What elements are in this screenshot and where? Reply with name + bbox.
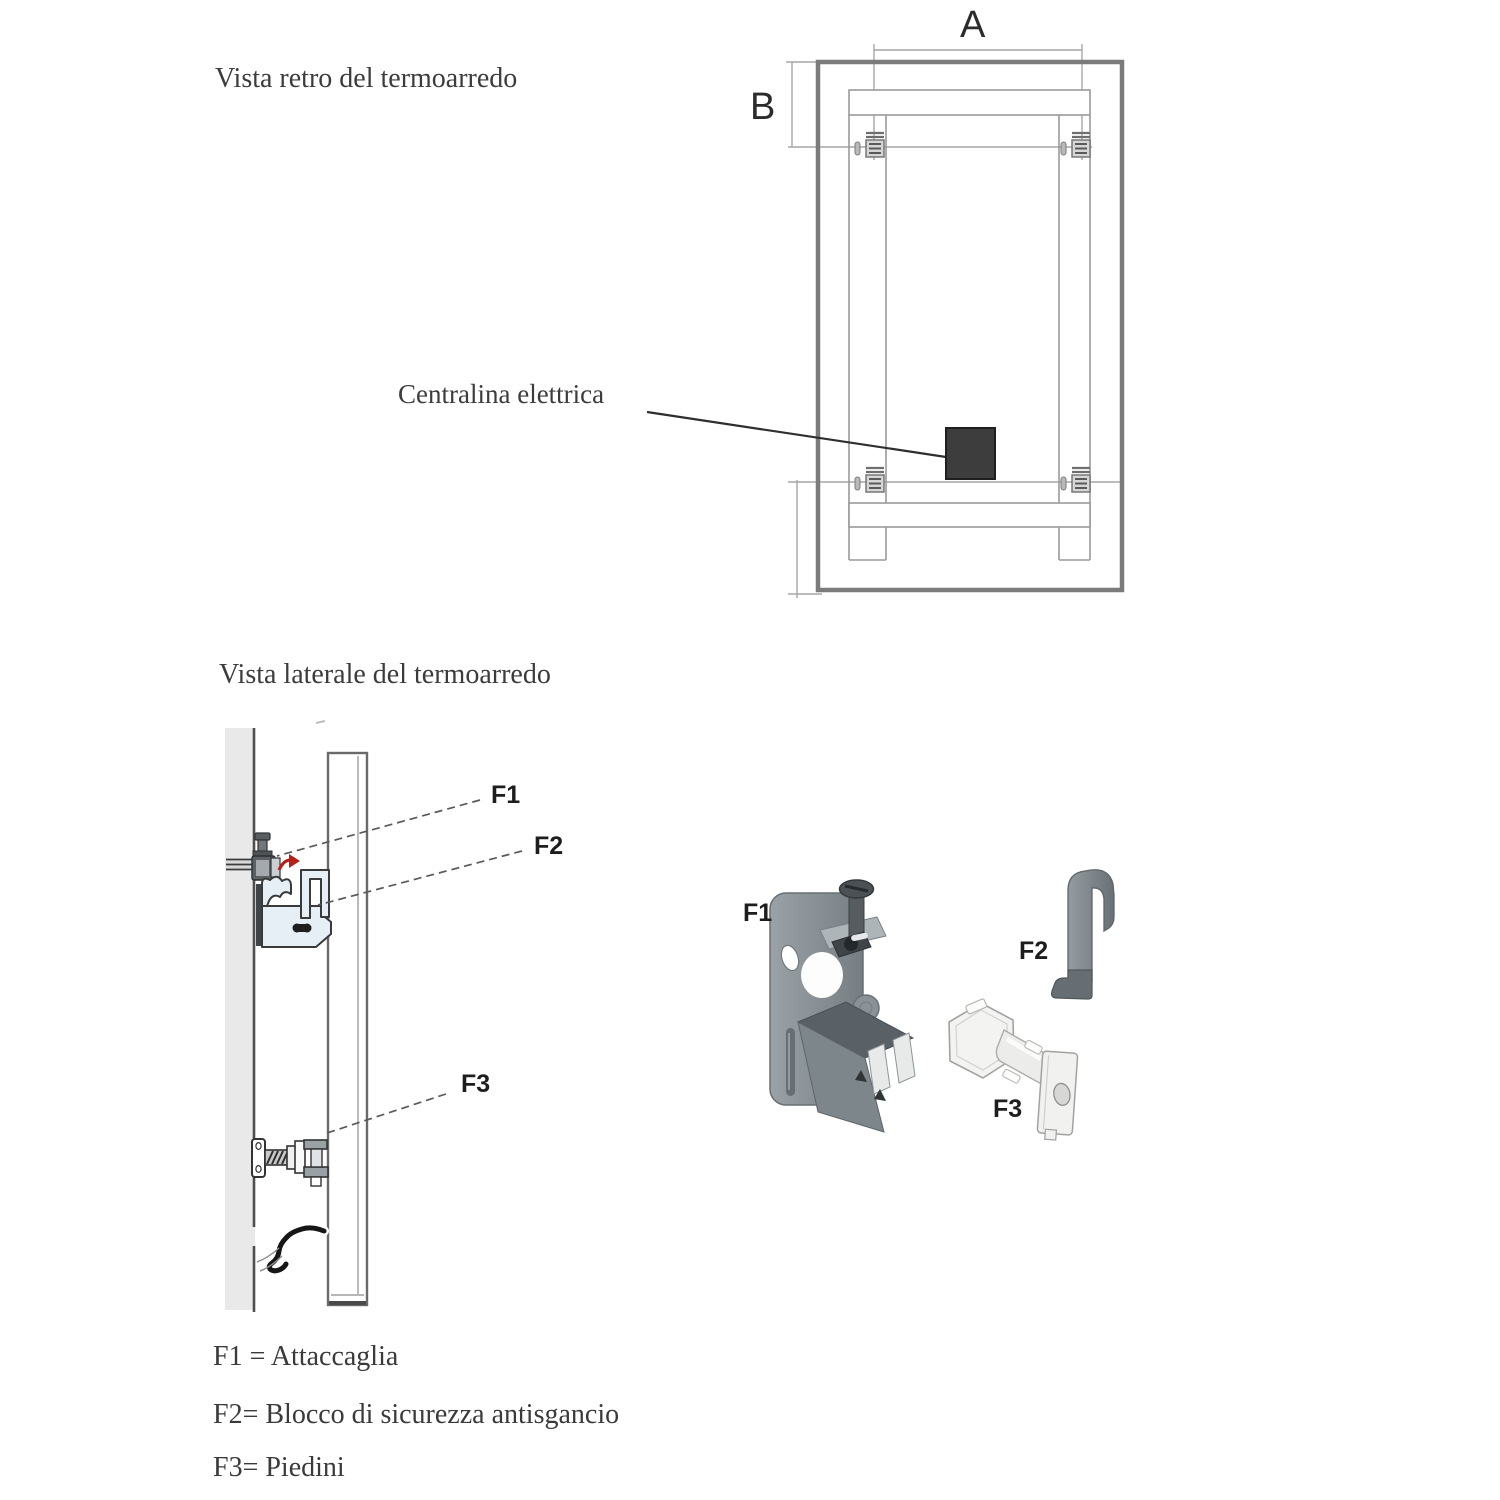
hanging-bracket-assembly (262, 870, 331, 947)
side-view-f3-label: F3 (461, 1070, 491, 1098)
side-view-drawing (225, 721, 522, 1312)
side-view-f2-label: F2 (534, 832, 564, 860)
control-unit-callout: Centralina elettrica (398, 379, 605, 409)
legend-item-f1: F1 = Attaccaglia (213, 1341, 399, 1372)
part-f2-label: F2 (1019, 937, 1049, 965)
legend-item-f2: F2= Blocco di sicurezza antisgancio (213, 1399, 620, 1430)
back-view-drawing (647, 44, 1122, 598)
bracket-screw-dots (293, 924, 312, 933)
part-f1-label: F1 (743, 899, 773, 927)
side-view-title: Vista laterale del termoarredo (219, 659, 551, 690)
part-f2-3d (1052, 870, 1114, 999)
part-f3-label: F3 (993, 1095, 1023, 1123)
callout-leader-line (647, 412, 946, 457)
part-f1-3d (770, 880, 915, 1132)
power-cable (257, 1228, 324, 1271)
dimension-b-label: B (750, 86, 776, 128)
back-view-title: Vista retro del termoarredo (215, 63, 518, 94)
foot-assembly (252, 1139, 328, 1186)
bracket-wall-strip (256, 884, 261, 946)
control-unit-box (946, 428, 995, 479)
wall (225, 728, 255, 1310)
rotation-arrow-icon (279, 854, 300, 870)
legend-item-f3: F3= Piedini (213, 1452, 345, 1483)
dimension-a-label: A (960, 4, 986, 46)
radiator-tubes (849, 90, 1090, 560)
side-view-f1-label: F1 (491, 781, 521, 809)
